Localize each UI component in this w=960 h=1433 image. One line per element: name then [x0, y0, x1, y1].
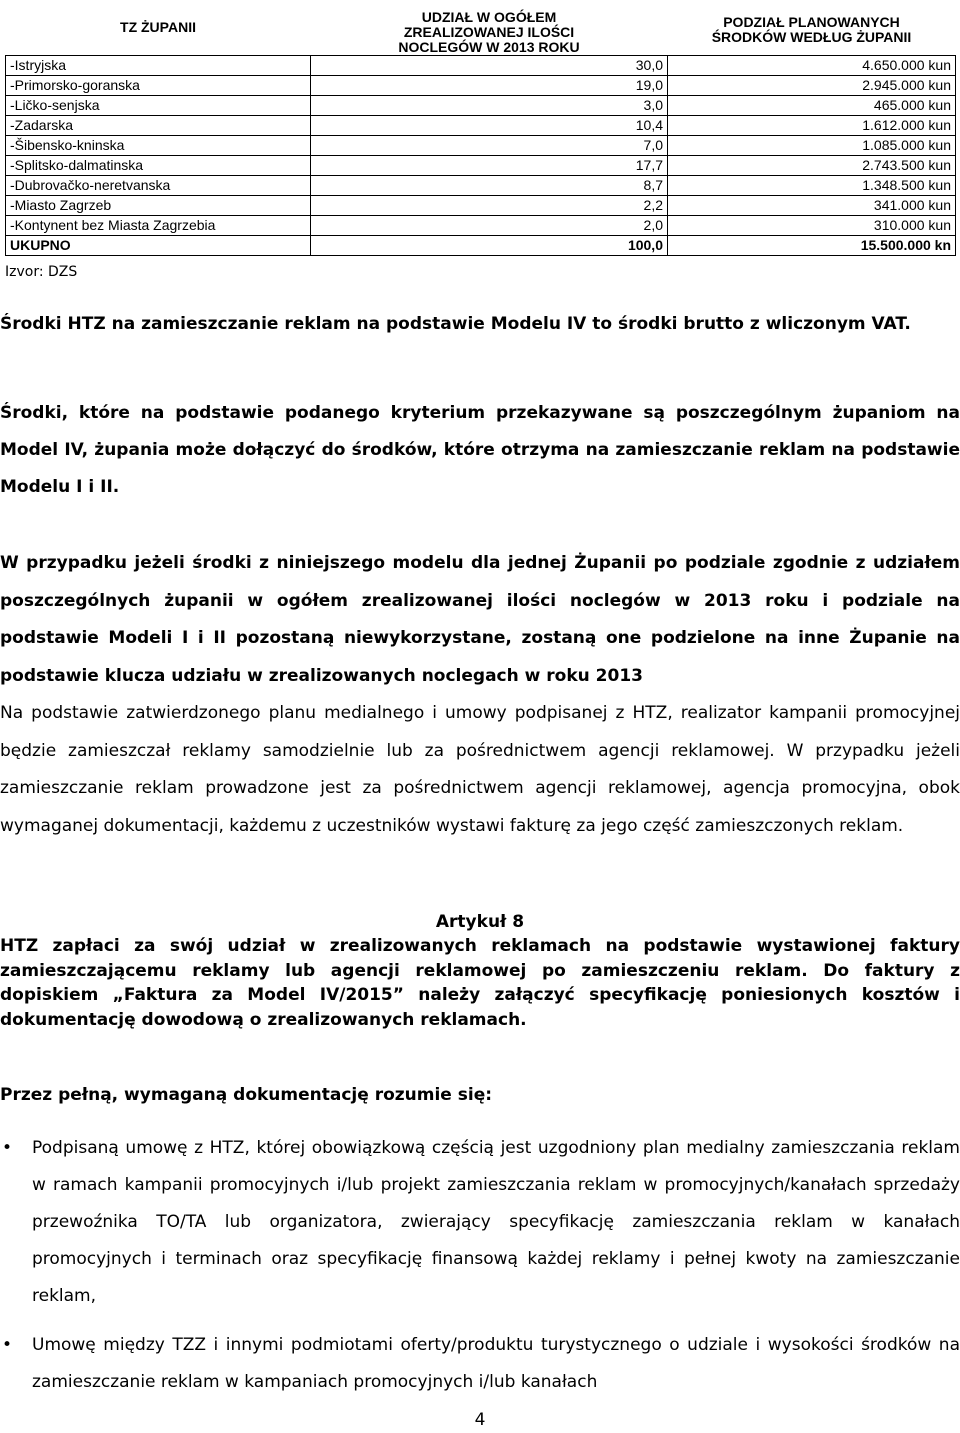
cell-region: -Zadarska [6, 115, 311, 135]
paragraph-documentation-heading: Przez pełną, wymaganą dokumentację rozumie się: [0, 1085, 493, 1105]
bullet-marker: • [2, 1138, 13, 1158]
page-number: 4 [474, 1410, 486, 1430]
paragraph-article-8: HTZ zapłaci za swój udział w zrealizowanych reklamach na podstawie wystawionej faktury zamieszczającemu reklamy lub agencji reklamowej po zamieszczeniu reklam. Do faktury z dopiskiem „Faktura za Model IV/2015” należy załączyć specyfikację poniesionych kosztów i dokumentację dowodową o zrealizowanych reklamach. [0, 936, 960, 1030]
cell-total-label: UKUPNO [6, 235, 311, 255]
cell-funds: 1.612.000 kun [668, 115, 956, 135]
header-funds-line: PODZIAŁ PLANOWANYCH [723, 13, 900, 30]
cell-share: 17,7 [311, 155, 668, 175]
documentation-list [0, 1130, 960, 1401]
allocation-table [5, 0, 956, 256]
cell-region: -Istryjska [6, 55, 311, 75]
cell-share: 3,0 [311, 95, 668, 115]
cell-share: 8,7 [311, 175, 668, 195]
table-header-row [6, 0, 956, 55]
cell-funds: 4.650.000 kun [668, 55, 956, 75]
article-title: Artykuł 8 [435, 912, 525, 932]
cell-funds: 465.000 kun [668, 95, 956, 115]
cell-funds: 2.743.500 kun [668, 155, 956, 175]
paragraph-unused-funds: W przypadku jeżeli środki z niniejszego modelu dla jednej Żupanii po podziale zgodnie z udziałem poszczególnych żupanii w ogółem zrealizowanej ilości noclegów w 2013 roku i podziale na podstawie Modeli I i II pozostaną niewykorzystane, zostaną one podzielone na inne Żupanie na podstawie klucza udziału w zrealizowanych noclegach w roku 2013 [0, 553, 960, 686]
paragraph-vat: Środki HTZ na zamieszczanie reklam na podstawie Modelu IV to środki brutto z wliczonym VAT. [0, 314, 911, 334]
cell-total-share: 100,0 [311, 235, 668, 255]
cell-region: -Kontynent bez Miasta Zagrzebia [6, 215, 311, 235]
table-row [6, 175, 956, 195]
paragraph-media-plan: Na podstawie zatwierdzonego planu medialnego i umowy podpisanej z HTZ, realizator kampanii promocyjnej będzie zamieszczał reklamy samodzielnie lub za pośrednictwem agencji reklamowej. W przypadku jeżeli zamieszczanie reklam prowadzone jest za pośrednictwem agencji reklamowej, agencja promocyjna, obok wymaganej dokumentacji, każdemu z uczestników wystawi fakturę za jego część zamieszczonych reklam. [0, 703, 960, 836]
header-share-line: UDZIAŁ W OGÓŁEM [421, 8, 557, 25]
cell-region: -Miasto Zagrzeb [6, 195, 311, 215]
table-row [6, 115, 956, 135]
cell-region: -Splitsko-dalmatinska [6, 155, 311, 175]
bullet-marker: • [2, 1335, 13, 1355]
header-share-line: NOCLEGÓW W 2013 ROKU [398, 38, 580, 55]
cell-funds: 1.085.000 kun [668, 135, 956, 155]
cell-funds: 2.945.000 kun [668, 75, 956, 95]
cell-share: 2,0 [311, 215, 668, 235]
list-item-text: Podpisaną umowę z HTZ, której obowiązkową częścią jest uzgodniony plan medialny zamieszczania reklam w ramach kampanii promocyjnych i/lub projekt zamieszczania reklam w promocyjnych/kanałach sprzedaży przewoźnika TO/TA lub organizatora, zwierający specyfikację zamieszczania reklam w kanałach promocyjnych i terminach oraz specyfikację finansową każdej reklamy i pełnej kwoty na zamieszczanie reklam, [32, 1138, 960, 1306]
header-share [311, 0, 668, 55]
cell-region: -Šibensko-kninska [6, 135, 311, 155]
header-share-line: ZREALIZOWANEJ ILOŚCI [403, 23, 575, 40]
table-row [6, 215, 956, 235]
cell-funds: 341.000 kun [668, 195, 956, 215]
paragraph-model-iv: Środki, które na podstawie podanego kryterium przekazywane są poszczególnym żupaniom na Model IV, żupania może dołączyć do środków, które otrzyma na zamieszczanie reklam na podstawie Modelu I i II. [0, 403, 960, 497]
list-item [0, 1327, 960, 1401]
table-row [6, 55, 956, 75]
cell-share: 10,4 [311, 115, 668, 135]
list-item-text: Umowę między TZZ i innymi podmiotami oferty/produktu turystycznego o udziale i wysokości środków na zamieszczanie reklam w kampaniach promocyjnych i/lub kanałach [32, 1335, 960, 1392]
cell-region: -Primorsko-goranska [6, 75, 311, 95]
cell-funds: 310.000 kun [668, 215, 956, 235]
cell-funds: 1.348.500 kun [668, 175, 956, 195]
table-row [6, 155, 956, 175]
cell-share: 2,2 [311, 195, 668, 215]
header-region: TZ ŻUPANII [120, 18, 196, 35]
cell-total-funds: 15.500.000 kn [668, 235, 956, 255]
table-row [6, 135, 956, 155]
table-row [6, 75, 956, 95]
table-total-row [6, 235, 956, 255]
cell-share: 19,0 [311, 75, 668, 95]
table-row [6, 95, 956, 115]
table-row [6, 195, 956, 215]
header-funds [668, 0, 956, 55]
cell-region: -Dubrovačko-neretvanska [6, 175, 311, 195]
cell-share: 7,0 [311, 135, 668, 155]
table-source: Izvor: DZS [5, 264, 78, 280]
header-funds-line: ŚRODKÓW WEDŁUG ŻUPANII [711, 28, 912, 45]
list-item [0, 1130, 960, 1315]
cell-region: -Ličko-senjska [6, 95, 311, 115]
cell-share: 30,0 [311, 55, 668, 75]
